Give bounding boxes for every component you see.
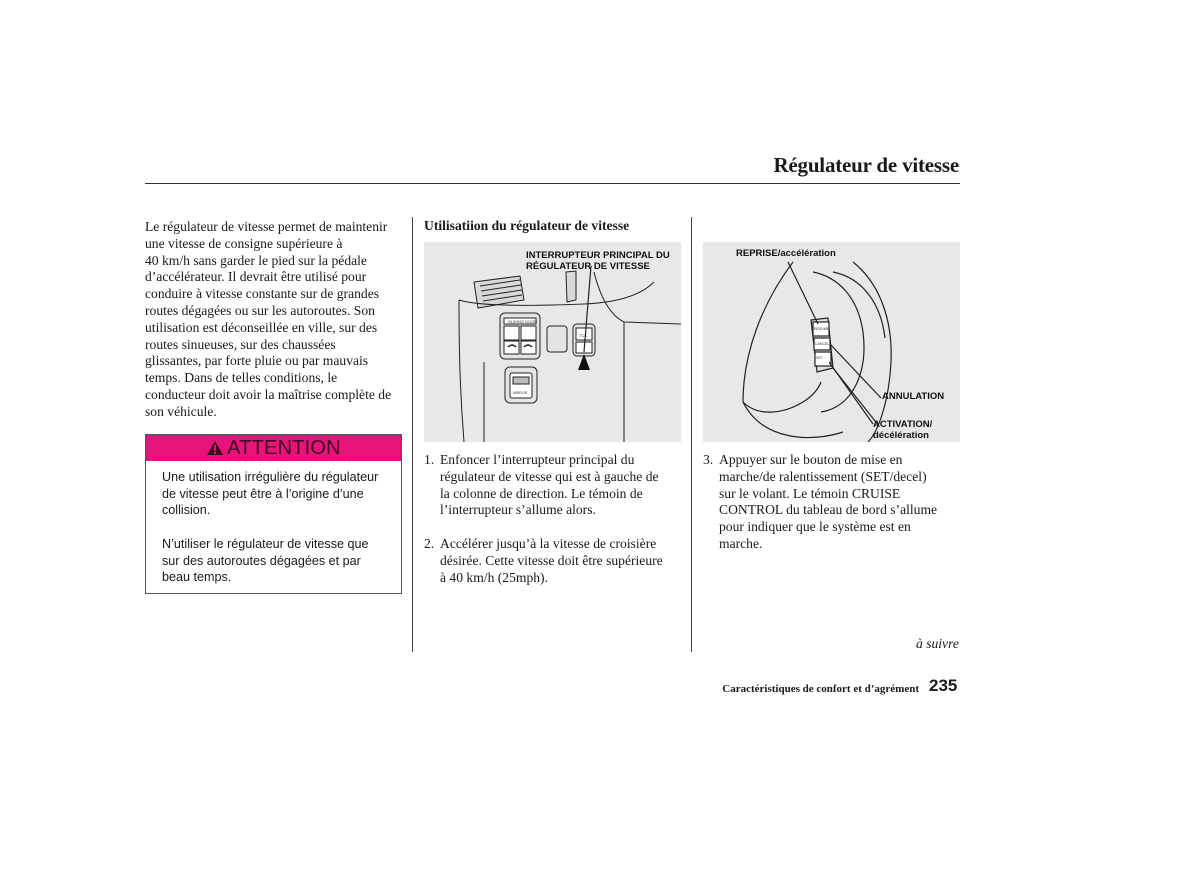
step-line: l’interrupteur s’allume alors. (440, 502, 596, 518)
figure-main-switch (424, 242, 681, 442)
step-line: Appuyer sur le bouton de mise en (719, 452, 903, 467)
step-text (440, 452, 659, 519)
warning-line: collision. (162, 503, 211, 518)
warning-line: beau temps. (162, 570, 232, 585)
step-text (440, 536, 663, 586)
step-line: désirée. Cette vitesse doit être supérieure (440, 552, 663, 568)
dashboard-illustration (424, 242, 681, 442)
figure1-label-line: INTERRUPTEUR PRINCIPAL DU (526, 250, 670, 261)
intro-paragraph (145, 219, 403, 421)
intro-line: 40 km/h sans garder le pied sur la pédale (145, 252, 367, 268)
step-number: 3. (703, 452, 714, 467)
intro-line: conducteur doit avoir la maîtrise complète de (145, 386, 392, 402)
figure1-label-line: RÉGULATEUR DE VITESSE (526, 260, 650, 272)
set-button-label: SET (816, 356, 823, 360)
intro-line: routes sinueuses, sur des chaussées (145, 336, 336, 352)
step-line: régulateur de vitesse qui est à gauche de (440, 468, 659, 484)
step-number: 1. (424, 452, 435, 467)
intro-line: conduire à vitesse constante sur de grandes (145, 286, 380, 302)
step-line: marche. (719, 535, 763, 551)
warning-header (146, 435, 401, 461)
warning-line: de vitesse peut être à l’origine d’une (162, 486, 364, 501)
figure2-label-set-line: décélération (873, 429, 929, 441)
step-line: sur le volant. Le témoin CRUISE (719, 485, 901, 501)
step-line: marche/de ralentissement (SET/decel) (719, 468, 927, 484)
step-line: CONTROL du tableau de bord s’allume (719, 502, 938, 518)
header-rule (145, 183, 960, 184)
resume-button-label: RESUME (814, 327, 829, 331)
intro-line: une vitesse de consigne supérieure à (145, 235, 343, 251)
step-line: Accélérer jusqu’à la vitesse de croisière (440, 536, 657, 551)
intro-line: routes dégagées ou sur les autoroutes. Son (145, 302, 375, 318)
intro-line: utilisation est déconseillée en ville, sur des (145, 319, 378, 335)
intro-line: temps. Dans de telles conditions, le (145, 370, 338, 386)
step-line: Enfoncer l’interrupteur principal du (440, 452, 635, 467)
step-line: la colonne de direction. Le témoin de (440, 485, 643, 501)
warning-paragraph-1 (162, 469, 392, 519)
page-number: 235 (929, 676, 958, 695)
figure2-label-resume: REPRISE/accélération (736, 248, 836, 259)
sliding-door-label: SLIDING DOOR (508, 319, 538, 324)
tcs-label: TCS (579, 333, 587, 338)
warning-line: sur des autoroutes dégagées et par (162, 553, 361, 568)
continued-note: à suivre (916, 636, 959, 651)
section-subheading: Utilisatiion du régulateur de vitesse (424, 218, 630, 233)
figure2-label-cancel: ANNULATION (882, 391, 945, 402)
column-divider-right (691, 217, 692, 652)
warning-triangle-icon (206, 440, 224, 456)
step-text (719, 452, 937, 553)
warning-title: ATTENTION (227, 436, 341, 459)
warning-line: Une utilisation irrégulière du régulateur (162, 470, 379, 484)
cancel-button-label: CANCEL (815, 342, 830, 346)
intro-line: Le régulateur de vitesse permet de maintenir (145, 219, 388, 234)
footer-section-title: Caractéristiques de confort et d’agrément (722, 683, 919, 695)
warning-box (145, 434, 402, 594)
mirror-label: MIRROR (513, 391, 528, 395)
page-title: Régulateur de vitesse (773, 153, 959, 177)
warning-paragraph-2 (162, 536, 392, 586)
step-line: pour indiquer que le système est en (719, 519, 911, 535)
figure-steering-buttons (703, 242, 960, 442)
warning-line: N’utiliser le régulateur de vitesse que (162, 537, 369, 551)
figure2-label-set-line: ACTIVATION/ (873, 419, 933, 430)
intro-line: d’accélérateur. Il devrait être utilisé pour (145, 269, 367, 285)
column-divider-left (412, 217, 413, 652)
step-number: 2. (424, 536, 435, 551)
steering-wheel-illustration (703, 242, 960, 442)
step-line: à 40 km/h (25mph). (440, 569, 548, 585)
intro-line: son véhicule. (145, 403, 217, 419)
intro-line: glissantes, par forte pluie ou par mauvais (145, 353, 369, 369)
